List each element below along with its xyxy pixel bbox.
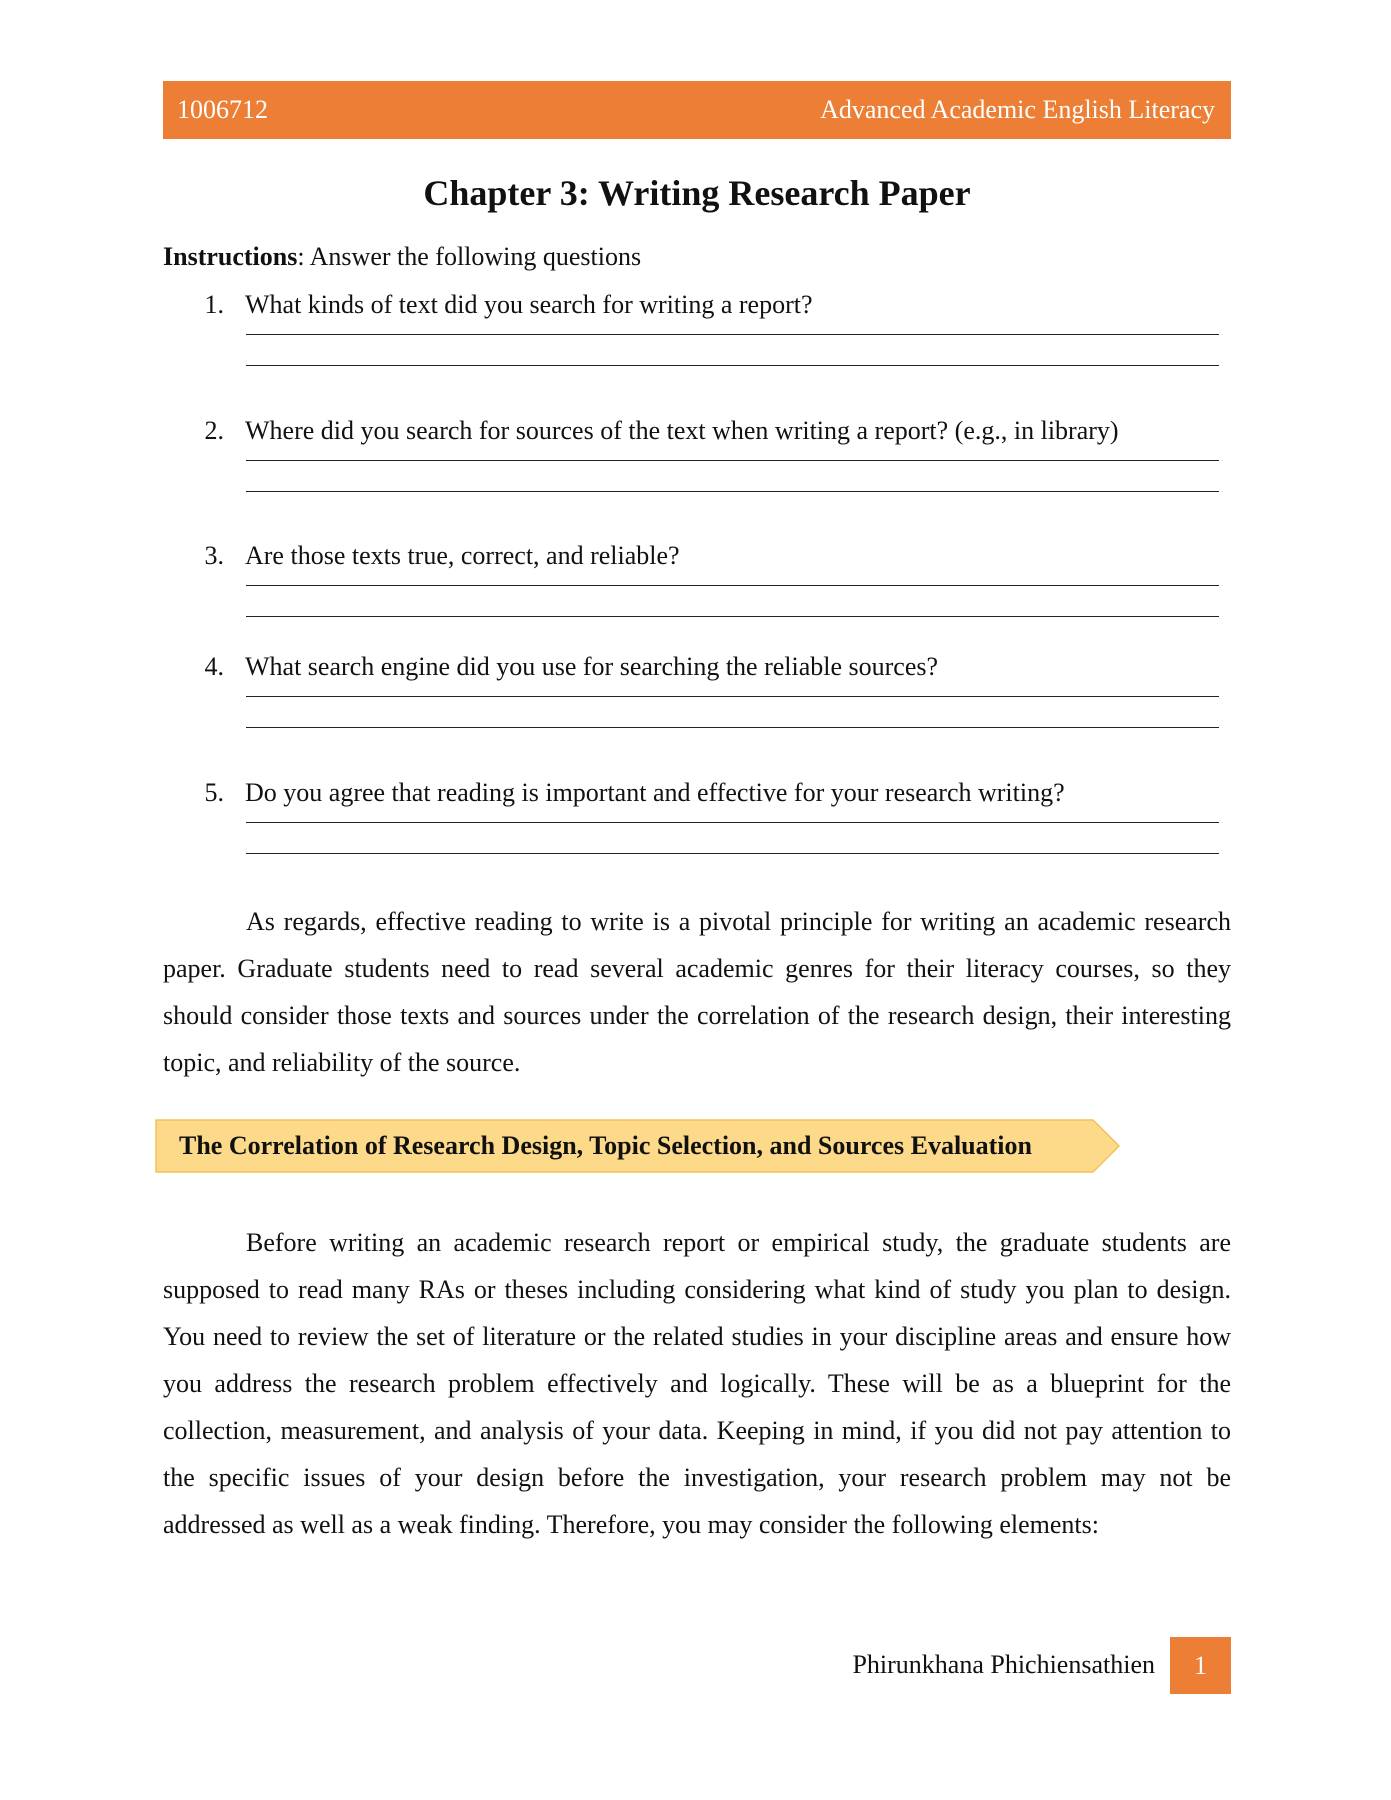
answer-line	[246, 585, 1219, 586]
chapter-title: Chapter 3: Writing Research Paper	[423, 173, 971, 213]
answer-line	[246, 853, 1219, 854]
answer-line	[246, 696, 1219, 697]
question-number: 5.	[204, 778, 224, 807]
question-number: 1.	[204, 290, 224, 319]
question-number: 3.	[204, 541, 224, 570]
question-number: 2.	[204, 416, 224, 445]
question-number: 4.	[204, 652, 224, 681]
header-bar	[163, 81, 1231, 139]
page-number: 1	[1170, 1637, 1231, 1694]
body-paragraph: As regards, effective reading to write is a pivotal principle for writing an academic research paper. Graduate students need to read several academic genres for their literacy courses, so they should consider those texts and sources under the correlation of the research design, their interesting topic, and reliability of the source.	[163, 907, 1231, 1077]
instructions-text: : Answer the following questions	[297, 242, 642, 271]
footer-author: Phirunkhana Phichiensathien	[852, 1650, 1155, 1679]
question-item	[163, 648, 1231, 728]
instructions	[163, 238, 641, 276]
answer-line	[246, 822, 1219, 823]
question-item	[163, 537, 1231, 617]
body-paragraph: Before writing an academic research report or empirical study, the graduate students are supposed to read many RAs or theses including considering what kind of study you plan to design. You need to review the set of literature or the related studies in your discipline areas and ensure how you address the research problem effectively and logically. These will be as a blueprint for the collection, measurement, and analysis of your data. Keeping in mind, if you did not pay attention to the specific issues of your design before the investigation, your research problem may not be addressed as well as a weak finding. Therefore, you may consider the following elements:	[163, 1228, 1231, 1539]
course-name: Advanced Academic English Literacy	[820, 95, 1215, 124]
question-text: What search engine did you use for searching the reliable sources?	[245, 652, 939, 681]
question-text: Where did you search for sources of the text when writing a report? (e.g., in library)	[245, 416, 1119, 445]
question-text: What kinds of text did you search for writing a report?	[245, 290, 813, 319]
question-item	[163, 286, 1231, 366]
answer-line	[246, 616, 1219, 617]
section-banner	[155, 1119, 1121, 1173]
answer-line	[246, 365, 1219, 366]
section-title: The Correlation of Research Design, Topic Selection, and Sources Evaluation	[179, 1131, 1032, 1160]
course-code: 1006712	[177, 95, 268, 124]
answer-line	[246, 727, 1219, 728]
answer-line	[246, 334, 1219, 335]
question-item	[163, 774, 1231, 854]
answer-line	[246, 460, 1219, 461]
answer-line	[246, 491, 1219, 492]
question-text: Are those texts true, correct, and reliable?	[245, 541, 680, 570]
instructions-label: Instructions	[163, 242, 298, 271]
question-item	[163, 412, 1231, 492]
question-text: Do you agree that reading is important and effective for your research writing?	[245, 778, 1065, 807]
